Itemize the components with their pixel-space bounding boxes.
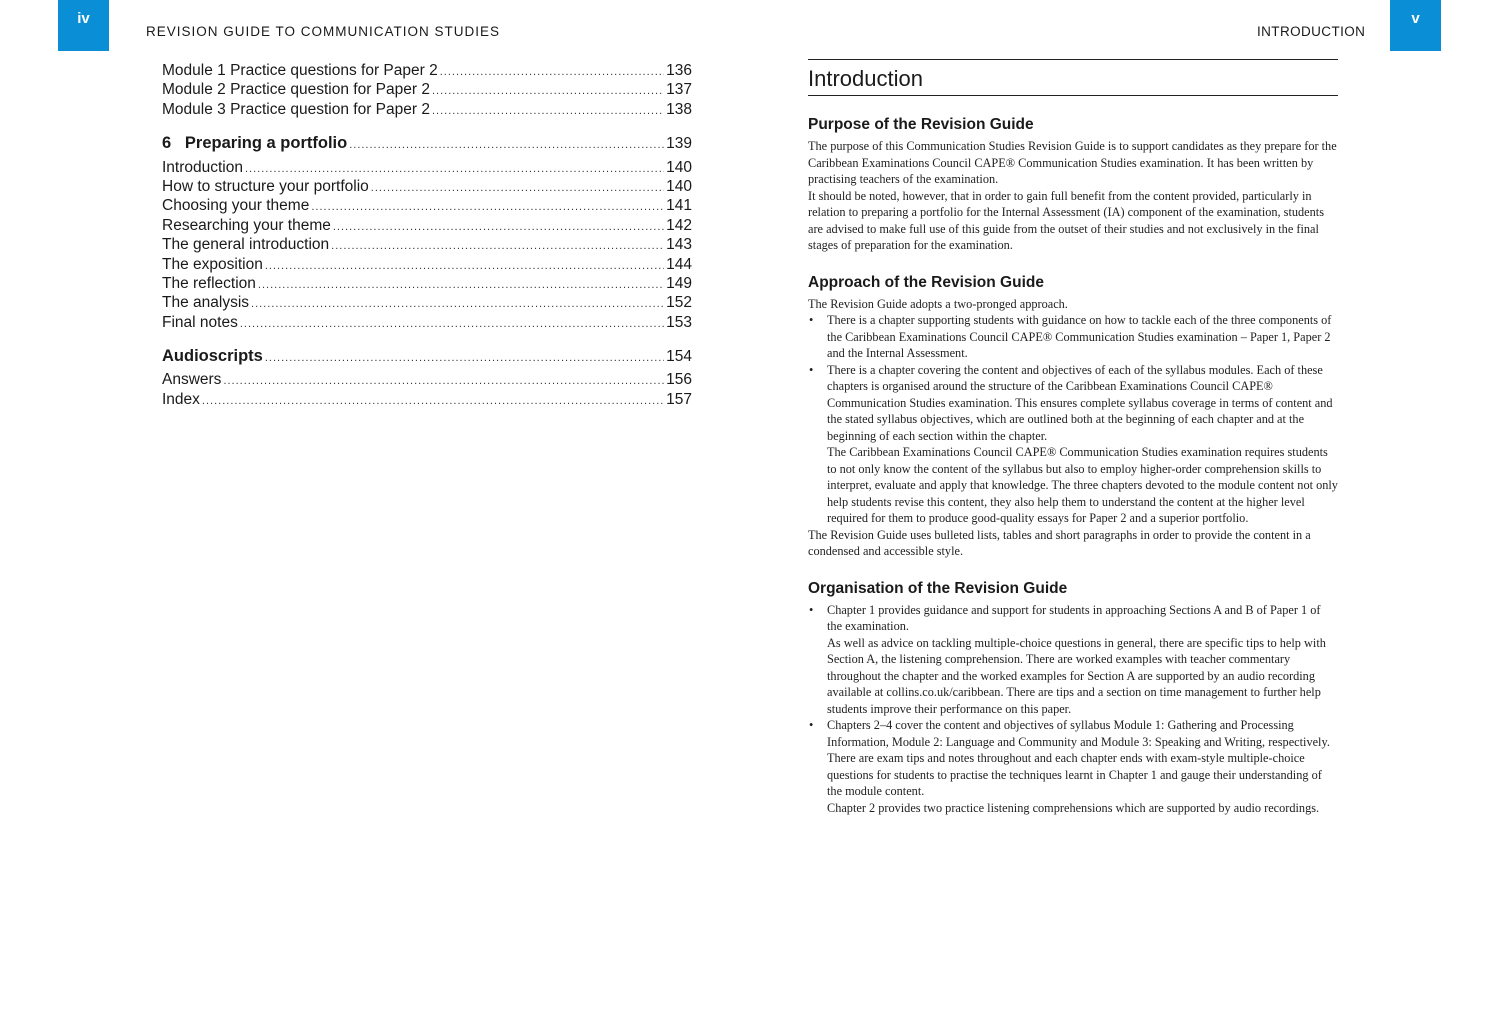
toc-entry-page: 153 [666, 313, 692, 331]
toc-entry[interactable] [162, 158, 692, 177]
toc-entry-page: 142 [666, 216, 692, 234]
toc-leader-dots [440, 63, 664, 82]
toc-entry-label: Introduction [162, 158, 243, 176]
toc-entry-page: 140 [666, 177, 692, 195]
organisation-list [808, 602, 1338, 817]
toc-entry[interactable] [162, 255, 692, 274]
page-number-tab-left [58, 0, 109, 51]
toc-entry-page: 141 [666, 197, 692, 215]
list-item-text: • Chapters 2–4 cover the content and objectives of syllabus Module 1: Gathering and Processing Information, Module 2: Language and Community and Module 3: Speaking and Writing, respectively. [827, 718, 1330, 749]
toc-entry[interactable] [162, 293, 692, 312]
approach-list [808, 312, 1338, 527]
toc-entry-label: The exposition [162, 255, 263, 273]
toc-leader-dots [251, 295, 664, 314]
toc-entry-label: Audioscripts [162, 347, 263, 366]
running-head-left: REVISION GUIDE TO COMMUNICATION STUDIES [146, 24, 501, 39]
toc-entry-page: 138 [666, 100, 692, 118]
toc-entry[interactable] [162, 274, 692, 293]
toc-entry-label: Choosing your theme [162, 197, 310, 215]
page-number-left: iv [77, 10, 90, 27]
toc-entry-page: 137 [666, 81, 692, 99]
toc-entry[interactable] [162, 177, 692, 196]
page-title: Introduction [808, 59, 1338, 96]
running-head-right: INTRODUCTION [1257, 24, 1366, 39]
list-item-text: • There is a chapter supporting students with guidance on how to tackle each of the three components of the Caribbean Examinations Council CAPE® Communication Studies examination – Paper 1, Paper 2 and the Internal Assessment. [827, 313, 1332, 360]
toc-entry-label: Module 1 Practice questions for Paper 2 [162, 62, 438, 79]
toc-leader-dots [202, 392, 664, 411]
toc-entry[interactable] [162, 235, 692, 254]
toc-leader-dots [432, 82, 664, 101]
toc-leader-dots [223, 372, 664, 391]
list-item-text: As well as advice on tackling multiple-choice questions in general, there are specific tips to help with Section A, the listening comprehension. There are worked examples with teacher commentary throughout the chapter and the worked examples for Section A are supported by an audio recording available at collins.co.uk/caribbean. There are tips and a section on time management to further help students improve their performance on this paper. [827, 635, 1326, 716]
toc-leader-dots [349, 136, 664, 155]
toc-leader-dots [311, 198, 664, 217]
toc-entry-label: The general introduction [162, 236, 330, 254]
toc-leader-dots [258, 276, 664, 295]
toc-leader-dots [240, 315, 664, 334]
toc-leader-dots [371, 179, 664, 198]
list-item [808, 362, 1338, 527]
toc-entry-page: 154 [666, 348, 692, 366]
introduction-section [808, 59, 1338, 816]
toc-entry[interactable] [162, 370, 692, 389]
purpose-paragraph: The purpose of this Communication Studies Revision Guide is to support candidates as they prepare for the Caribbean Examinations Council CAPE® Communication Studies examination. It has been written by practising teachers of the examination. [808, 139, 1337, 186]
list-item [808, 602, 1338, 718]
toc-entry[interactable] [162, 196, 692, 215]
toc-chapter-entry[interactable] [162, 134, 692, 153]
toc-entry-label: The reflection [162, 274, 256, 292]
toc-entry-label: How to structure your portfolio [162, 177, 369, 195]
toc-entry[interactable] [162, 216, 692, 235]
list-item-text: The Caribbean Examinations Council CAPE® Communication Studies examination requires students to not only know the content of the syllabus but also to employ higher-order comprehension skills to interpret, evaluate and apply that knowledge. The three chapters devoted to the module content not only help students revise this content, they also help them to understand the content at the higher level required for them to produce good-quality essays for Paper 2 and a superior portfolio. [827, 445, 1338, 525]
list-item-text: • Chapter 1 provides guidance and support for students in approaching Sections A and B of Paper 1 of the examination. [827, 602, 1321, 633]
toc-entry-label: Final notes [162, 313, 238, 331]
toc-entry-page: 144 [666, 255, 692, 273]
toc-entry[interactable] [162, 390, 692, 409]
list-item-text: • There is a chapter covering the content and objectives of each of the syllabus modules. Each of these chapters is organised around the structure of the Caribbean Examinations Council CAPE® Communication Studies examination. This ensures complete syllabus coverage in terms of content and the stated syllabus objectives, which are outlined both at the beginning of each chapter and at the beginning of each section within the chapter. [827, 362, 1333, 443]
list-item-text: Chapter 2 provides two practice listening comprehensions which are supported by audio recordings. [827, 800, 1320, 815]
toc-leader-dots [331, 237, 664, 256]
toc-entry-page: 139 [666, 135, 692, 153]
toc-entry-label: 6 Preparing a portfolio [162, 134, 348, 153]
toc-entry-page: 140 [666, 158, 692, 176]
organisation-heading: Organisation of the Revision Guide [808, 579, 1068, 597]
purpose-heading: Purpose of the Revision Guide [808, 116, 1034, 133]
toc-entry-label: Answers [162, 371, 222, 389]
approach-intro: The Revision Guide adopts a two-pronged approach. [808, 296, 1068, 311]
toc-entry-page: 156 [666, 371, 692, 389]
toc-leader-dots [265, 349, 664, 368]
list-item [808, 717, 1338, 816]
toc-entry-label: Index [162, 390, 200, 408]
toc-entry[interactable] [162, 313, 692, 332]
toc-entry-page: 143 [666, 236, 692, 254]
list-item-text: There are exam tips and notes throughout and each chapter ends with exam-style multiple-choice questions for students to practise the techniques learnt in Chapter 1 and gauge their understanding of the module content. [827, 751, 1322, 798]
toc-entry-page: 152 [666, 294, 692, 312]
list-item [808, 312, 1338, 362]
toc-leader-dots [333, 218, 664, 237]
toc-entry[interactable] [162, 61, 692, 80]
toc-entry-page: 149 [666, 274, 692, 292]
toc-entry-label: Module 3 Practice question for Paper 2 [162, 100, 430, 118]
toc-chapter-entry[interactable] [162, 347, 692, 366]
table-of-contents [162, 61, 692, 409]
toc-leader-dots [432, 102, 664, 121]
approach-heading: Approach of the Revision Guide [808, 273, 1044, 291]
toc-entry-label: The analysis [162, 294, 250, 312]
toc-leader-dots [265, 257, 664, 276]
toc-entry-label: Module 2 Practice question for Paper 2 [162, 81, 430, 99]
toc-entry[interactable] [162, 80, 692, 99]
toc-entry-page: 157 [666, 390, 692, 408]
page-number-right: v [1411, 10, 1420, 27]
toc-entry-page: 136 [666, 62, 692, 79]
page-number-tab-right [1390, 0, 1441, 51]
toc-entry-label: Researching your theme [162, 216, 331, 234]
approach-outro: The Revision Guide uses bulleted lists, tables and short paragraphs in order to provide the content in a condensed and accessible style. [808, 527, 1311, 558]
toc-entry[interactable] [162, 100, 692, 119]
purpose-paragraph: It should be noted, however, that in order to gain full benefit from the content provided, particularly in relation to preparing a portfolio for the Internal Assessment (IA) component of the examination, students are advised to make full use of this guide from the outset of their studies and not exclusively in the final stages of preparation for the examination. [808, 188, 1324, 252]
